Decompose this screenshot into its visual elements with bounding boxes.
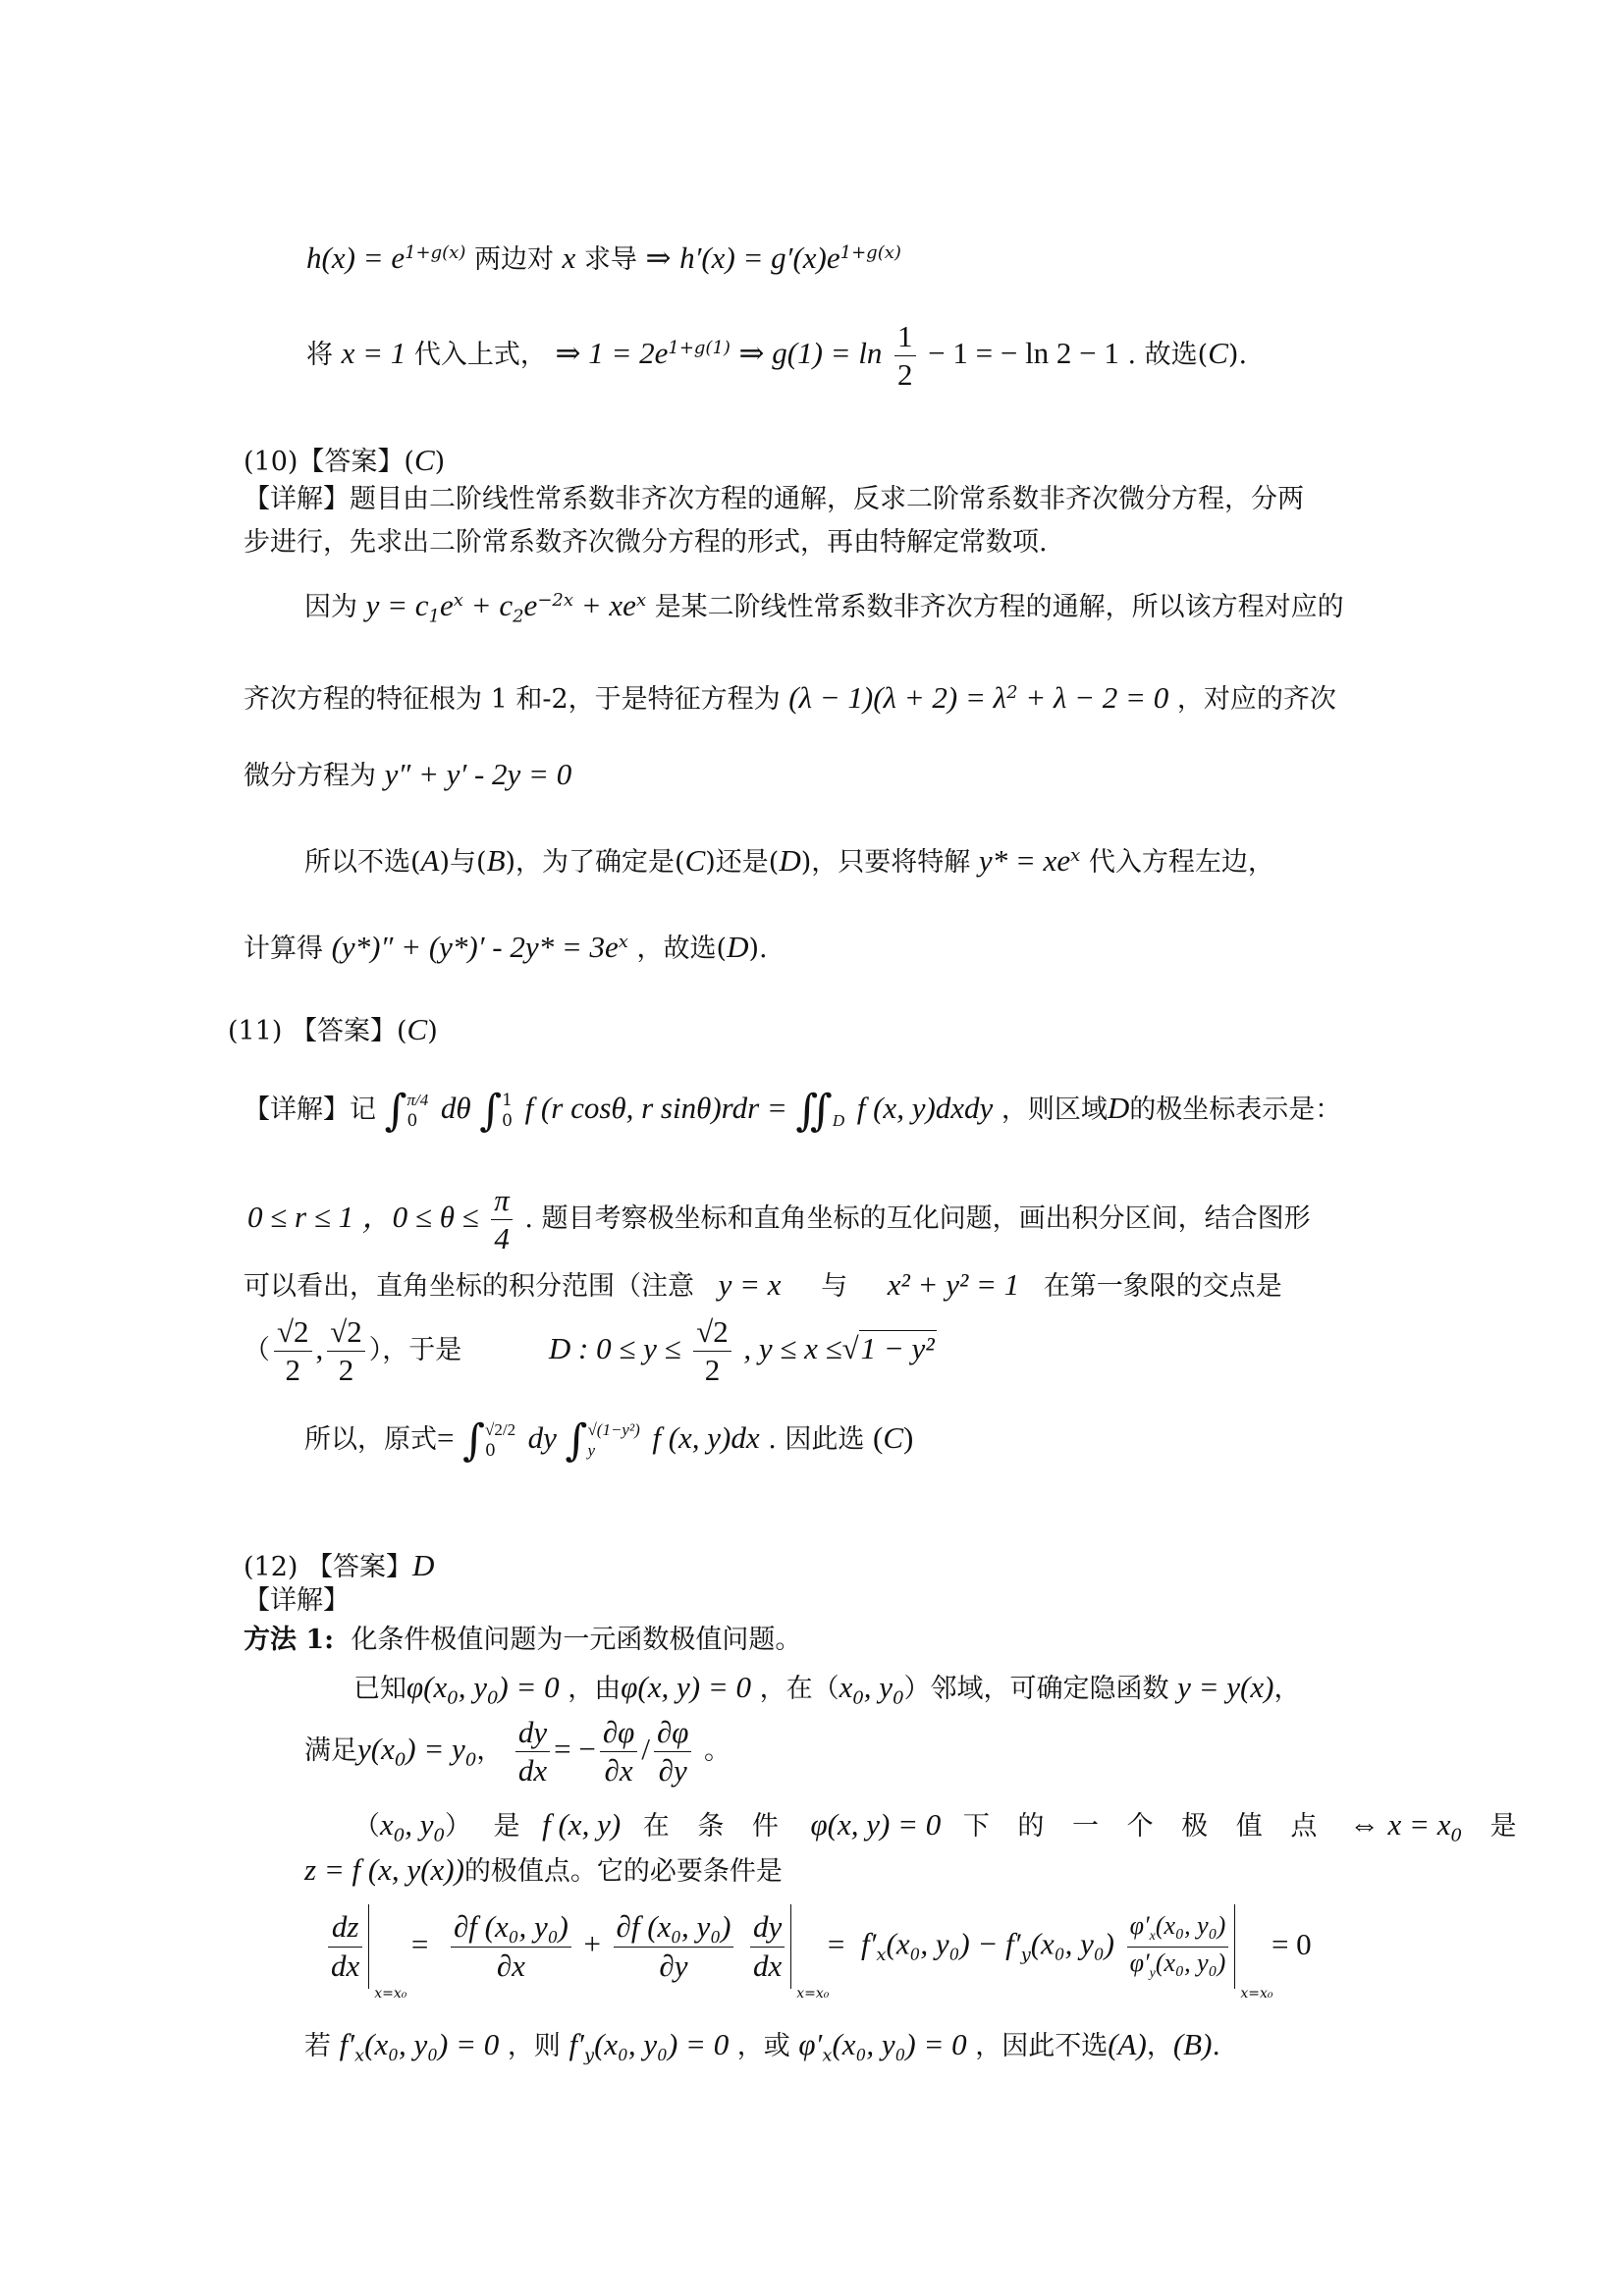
q10-para-5: 计算得 $(y*)'' + (y*)' - 2y* = 3e^x$ ，故选(D). [244, 930, 768, 964]
q12-line-4: z = f (x, y(x))的极值点。它的必要条件是 [304, 1852, 783, 1887]
q11-answer: (11) 【答案】(C) [228, 1012, 438, 1046]
q10-para-1: 因为 $y = c_1e^x + c_2e^{-2x} + xe^x$ 是某二阶线性常系数非齐次方程的通解，所以该方程对应的 [304, 588, 1344, 627]
q10-para-3: 微分方程为 y″ + y′ - 2y = 0 [244, 757, 572, 791]
fraction-pi-4: $\frac{\pi}{4}$ [491, 1184, 513, 1255]
q10-detail-1: 【详解】题目由二阶线性常系数非齐次方程的通解，反求二阶常系数非齐次微分方程，分两 [244, 484, 1304, 514]
q10-para-4: 所以不选(A)与(B)，为了确定是(C)还是(D)，只要将特解 $y* = xe^x$ 代入方程左边， [304, 843, 1274, 878]
fraction-half: $\frac{1}{2}$ [894, 320, 916, 392]
q10-detail-2: 步进行，先求出二阶常系数齐次微分方程的形式，再由特解定常数项. [244, 527, 1048, 558]
q10-para-2: 齐次方程的特征根为 1 和-2，于是特征方程为 $(\lambda - 1)(\lambda + 2) = \lambda^2 + \lambda - 2 = 0$ ，对应的齐次 [244, 680, 1336, 715]
q12-answer: (12) 【答案】D [244, 1548, 435, 1582]
q11-detail-5: 所以，原式= ∫ √2/2 0 dy ∫ √(1−y²) y f (x, y)dx . 因此选 (C) [304, 1415, 914, 1466]
q11-detail-2: 0 ≤ r ≤ 1 ，0 ≤ θ ≤ $\frac{\pi}{4}$ . 题目考察极坐标和直角坐标的互化问题，画出积分区间，结合图形 [247, 1183, 1311, 1256]
math-hx: h(x) = e [306, 240, 406, 275]
q12-line-1: 已知$\varphi(x_0$, $y_0) = 0$ ，由φ(x, y) = 0 ，在（$x_0$, $y_0$）邻域，可确定隐函数 y = y(x)， [353, 1670, 1301, 1709]
q12-method-1: 方法 1: 化条件极值问题为一元函数极值问题。 [244, 1625, 802, 1655]
line-substitute: 将 x = 1 代入上式， ⇒ $1 = 2e^{1+g(1)}$ ⇒ g(1) = ln $\frac{1}{2}$ − 1 = − ln 2 − 1 . 故选(C). [306, 319, 1248, 393]
q11-detail-4: （ $\frac{√2}{2}$ , $\frac{√2}{2}$ ），于是 D : 0 ≤ y ≤ $\frac{√2}{2}$ , y ≤ x ≤√1 − y² [244, 1314, 935, 1388]
q10-answer: (10)【答案】(C) [244, 443, 446, 477]
q12-line-3: （$x_0$, $y_0$） 是 f (x, y) 在 条 件 φ(x, y) = 0 下 的 一 个 极 值 点 ⇔ $x = x_0$ 是 [353, 1807, 1517, 1846]
q12-detail: 【详解】 [244, 1585, 350, 1616]
q12-line-2: 满足$y(x_0) = y_0$， $\frac{dy}{dx}$ = − $\frac{\partial\varphi}{\partial x}$ / $\frac{\partial\varphi}{\partial y}$ 。 [304, 1715, 731, 1789]
q12-line-6: 若 $f'_x(x_0$, y₀) = 0 ，则 $f'_y(x_0$, y₀) = 0 ，或 $\varphi'_x(x_0$, y₀) = 0 ，因此不选(A)，(B). [304, 2027, 1220, 2066]
q11-detail-3: 可以看出，直角坐标的积分范围（注意 y = x 与 x² + y² = 1 在第一象限的交点是 [244, 1267, 1282, 1302]
line-hx: $h(x) = e^{1+g(x)}$ 两边对 x 求导 ⇒ $h'(x) = g'(x)e^{1+g(x)}$ [306, 240, 901, 275]
q12-line-5: $\frac{dz}{dx}$ x=x₀ = $\frac{\text{∂f (x₀, y₀)}}{\partial x}$ + $\frac{\text{∂f (x₀, y₀)}}{\partial y}$ $\frac{dy}{dx}$ x=x₀ = $f'_x(x_0$, $y_0) - f'_y(x_0$, y₀) $\frac{\varphi'_x(x_0, y_0)}{\varphi'_y(x_0, y_0)}$ x=x₀ = 0 [324, 1904, 1312, 1989]
q11-detail-1: 【详解】记 ∫ π/4 0 dθ ∫ 1 0 f (r cosθ, r sinθ)rdr = ∬ D f (x, y)dxdy ，则区域D的极坐标表示是： [244, 1086, 1342, 1136]
